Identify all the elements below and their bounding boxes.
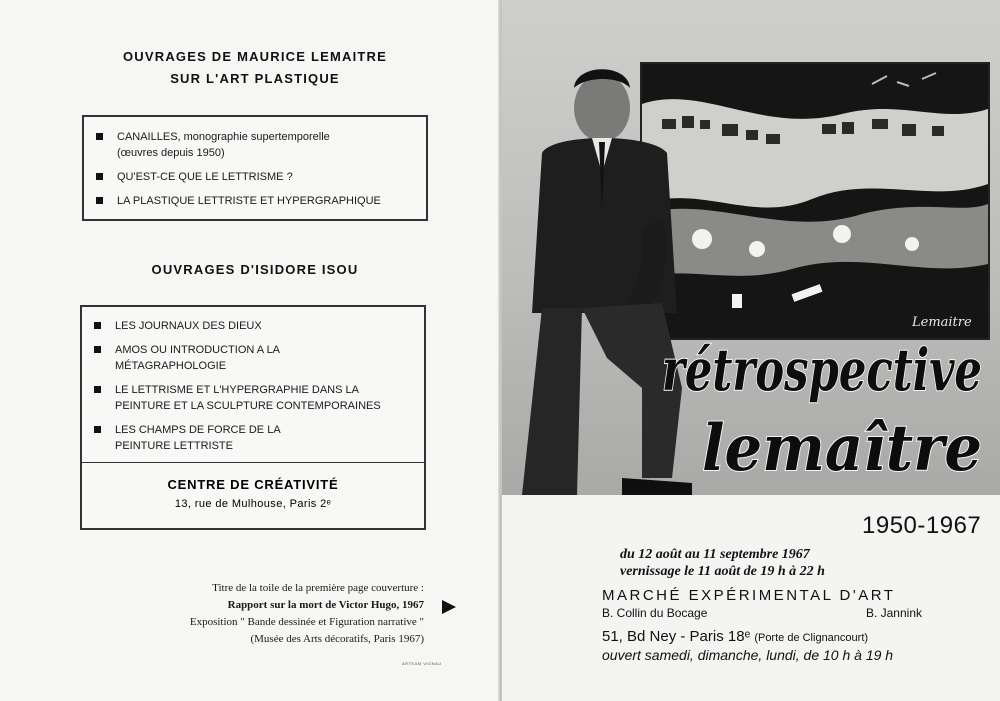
centre-de-creativite-box [80, 462, 426, 530]
exhibition-dates [620, 546, 825, 580]
work-title: LE LETTRISME ET L'HYPERGRAPHIE DANS LA [115, 384, 359, 396]
bullet-square-icon [94, 346, 101, 353]
caption-exhibition: Exposition " Bande dessinée et Figuration narrative " [189, 616, 424, 628]
director-right: B. Jannink [865, 606, 922, 620]
printer-mark: ARTEAM VIGNAU [402, 661, 442, 666]
arrow-right-icon [442, 600, 456, 614]
work-title: QU'EST-CE QUE LE LETTRISME ? [117, 171, 293, 183]
work-title-cont: MÉTAGRAPHOLOGIE [115, 360, 227, 372]
director-left: B. Collin du Bocage [602, 606, 708, 620]
work-title: CANAILLES, monographie supertemporelle [117, 131, 330, 143]
painting-signature: Lemaitre [912, 315, 972, 330]
work-title: LES JOURNAUX DES DIEUX [115, 320, 262, 332]
work-title: AMOS OU INTRODUCTION A LA [115, 344, 281, 356]
caption-museum: (Musée des Arts décoratifs, Paris 1967) [250, 633, 424, 645]
lemaitre-heading-line-2: SUR L'ART PLASTIQUE [170, 71, 340, 86]
centre-address: 13, rue de Mulhouse, Paris 2ᵉ [174, 498, 332, 510]
work-title: LES CHAMPS DE FORCE DE LA [115, 424, 281, 436]
lemaitre-works-box [82, 115, 428, 221]
cover-photograph [502, 0, 1000, 495]
title-line-2: lemaître [702, 411, 982, 486]
lemaitre-heading-line-1: OUVRAGES DE MAURICE LEMAITRE [122, 49, 387, 64]
gallery-address [602, 628, 868, 645]
address-street: 51, Bd Ney - Paris 18ᵉ [602, 628, 751, 645]
bullet-square-icon [96, 197, 103, 204]
address-note: (Porte de Clignancourt) [754, 632, 869, 644]
work-title: LA PLASTIQUE LETTRISTE ET HYPERGRAPHIQUE [117, 195, 381, 207]
list-item [94, 422, 424, 454]
list-item [96, 169, 426, 185]
list-item [94, 382, 424, 414]
dates-line: du 12 août au 11 septembre 1967 [620, 547, 810, 562]
opening-hours: ouvert samedi, dimanche, lundi, de 10 h à 19 h [602, 647, 894, 663]
caption-painting-title: Rapport sur la mort de Victor Hugo, 1967 [227, 599, 424, 611]
list-item [94, 342, 424, 374]
lemaitre-works-heading [80, 46, 430, 90]
work-subtitle: (œuvres depuis 1950) [117, 147, 225, 159]
list-item [96, 129, 426, 161]
list-item [96, 193, 426, 209]
bullet-square-icon [96, 133, 103, 140]
isou-works-heading: OUVRAGES D'ISIDORE ISOU [151, 262, 359, 277]
bullet-square-icon [96, 173, 103, 180]
isou-works-box [80, 305, 426, 465]
bullet-square-icon [94, 426, 101, 433]
work-title-cont: PEINTURE ET LA SCULPTURE CONTEMPORAINES [115, 400, 381, 412]
front-cover-page [502, 0, 1000, 701]
work-title-cont: PEINTURE LETTRISTE [115, 440, 233, 452]
exhibition-years: 1950-1967 [862, 512, 982, 539]
centre-title: CENTRE DE CRÉATIVITÉ [167, 477, 339, 492]
gallery-name: MARCHÉ EXPÉRIMENTAL D'ART [602, 587, 896, 604]
title-line-1: rétrospective [662, 336, 982, 404]
bullet-square-icon [94, 322, 101, 329]
bullet-square-icon [94, 386, 101, 393]
list-item [94, 318, 424, 334]
gallery-directors [602, 606, 922, 620]
caption-line-1: Titre de la toile de la première page couverture : [212, 582, 424, 594]
cover-caption [110, 580, 424, 648]
vernissage-line: vernissage le 11 août de 19 h à 22 h [620, 564, 825, 579]
retrospective-title [652, 320, 992, 500]
